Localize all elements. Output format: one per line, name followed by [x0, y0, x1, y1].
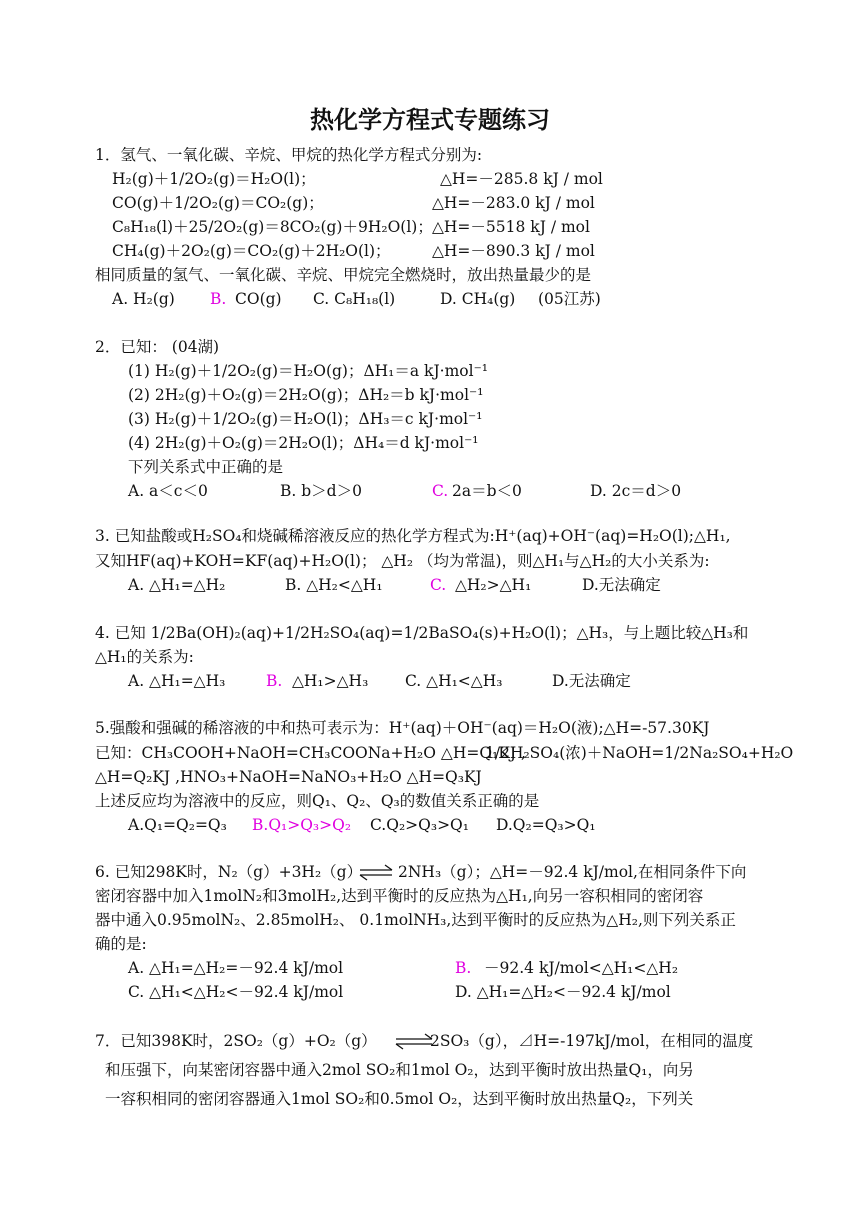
q7-line3: 一容积相同的密闭容器通入1mol SO₂和0.5mol O₂，达到平衡时放出热量Q₂，下列关	[105, 1090, 694, 1108]
q1-eq1: H₂(g)＋1/2O₂(g)＝H₂O(l)；	[112, 170, 316, 188]
q6-option-b-text: －92.4 kJ/mol<△H₁<△H₂	[484, 959, 679, 977]
q6-option-b-letter: B.	[455, 959, 472, 977]
q6-line1b: 2NH₃（g）；△H=－92.4 kJ/mol,在相同条件下向	[398, 863, 747, 881]
q1-eq2: CO(g)＋1/2O₂(g)＝CO₂(g)；	[112, 194, 324, 212]
q5-line2a: 已知：CH₃COOH+NaOH=CH₃COONa+H₂O △H=Q₁KJ ,	[95, 744, 526, 762]
q5-line3: △H=Q₂KJ ,HNO₃+NaOH=NaNO₃+H₂O △H=Q₃KJ	[95, 768, 482, 786]
q1-option-b-letter: B.	[210, 290, 227, 308]
q3-option-c-letter: C.	[430, 576, 447, 594]
q2-option-a: A. a＜c＜0	[128, 482, 208, 500]
q4-option-d: D.无法确定	[552, 672, 631, 690]
q4-option-a: A. △H₁=△H₃	[128, 672, 226, 690]
q2-stem: 2．已知： (04湖)	[95, 338, 220, 356]
q2-option-c-letter: C.	[432, 482, 449, 500]
q3-option-c-text: △H₂>△H₁	[455, 576, 532, 594]
q7-line1a: 7．已知398K时，2SO₂（g）+O₂（g）	[95, 1032, 377, 1050]
q2-eq4: (4) 2H₂(g)＋O₂(g)＝2H₂O(l)；ΔH₄＝d kJ·mol⁻¹	[128, 434, 479, 452]
q3-option-b: B. △H₂<△H₁	[285, 576, 383, 594]
q6-line2: 密闭容器中加入1molN₂和3molH₂,达到平衡时的反应热为△H₁,向另一容积相同的密闭容	[95, 887, 704, 905]
q4-option-b-text: △H₁>△H₃	[292, 672, 369, 690]
q1-option-b-text: CO(g)	[235, 290, 282, 308]
q3-option-a: A. △H₁=△H₂	[128, 576, 226, 594]
q2-option-c-text: 2a＝b＜0	[452, 482, 522, 500]
q6-line4: 确的是:	[95, 935, 147, 953]
q3-option-d: D.无法确定	[582, 576, 661, 594]
q5-line1: 5.强酸和强碱的稀溶液的中和热可表示为：H⁺(aq)＋OH⁻(aq)＝H₂O(液);△H=-57.30KJ	[95, 719, 710, 737]
q6-option-c: C. △H₁<△H₂<－92.4 kJ/mol	[128, 983, 344, 1001]
q6-line3: 器中通入0.95molN₂、2.85molH₂、 0.1molNH₃,达到平衡时的反应热为△H₂,则下列关系正	[95, 911, 736, 929]
q4-option-b-letter: B.	[266, 672, 283, 690]
q1-option-d: D. CH₄(g)	[440, 290, 516, 308]
q1-eq3: C₈H₁₈(l)＋25/2O₂(g)＝8CO₂(g)＋9H₂O(l)；	[112, 218, 433, 236]
q5-option-b: B.Q₁>Q₃>Q₂	[252, 816, 352, 834]
q6-option-a: A. △H₁=△H₂=－92.4 kJ/mol	[128, 959, 344, 977]
q1-option-c: C. C₈H₁₈(l)	[313, 290, 396, 308]
q6-line1a: 6. 已知298K时，N₂（g）+3H₂（g）	[95, 863, 363, 881]
q2-eq3: (3) H₂(g)＋1/2O₂(g)＝H₂O(l)；ΔH₃＝c kJ·mol⁻¹	[128, 410, 483, 428]
q4-line1: 4. 已知 1/2Ba(OH)₂(aq)+1/2H₂SO₄(aq)=1/2BaSO₄(s)+H₂O(l)；△H₃，与上题比较△H₃和	[95, 624, 749, 642]
q5-line2b: 1/2H₂SO₄(浓)＋NaOH=1/2Na₂SO₄+H₂O	[485, 744, 794, 762]
q5-option-a: A.Q₁=Q₂=Q₃	[128, 816, 227, 834]
q3-line1: 3. 已知盐酸或H₂SO₄和烧碱稀溶液反应的热化学方程式为:H⁺(aq)+OH⁻(aq)=H₂O(l);△H₁,	[95, 527, 731, 545]
q4-option-c: C. △H₁<△H₃	[405, 672, 503, 690]
q2-option-d: D. 2c＝d＞0	[590, 482, 682, 500]
q7-line1b: 2SO₃（g），⊿H=-197kJ/mol，在相同的温度	[430, 1032, 754, 1050]
q2-option-b: B. b＞d＞0	[280, 482, 362, 500]
q5-option-d: D.Q₂=Q₃>Q₁	[496, 816, 596, 834]
q1-source: (05江苏)	[538, 290, 601, 308]
q4-line2: △H₁的关系为:	[95, 648, 194, 666]
q1-eq2-dh: △H=－283.0 kJ / mol	[432, 194, 595, 212]
q2-question: 下列关系式中正确的是	[128, 458, 284, 476]
q1-question: 相同质量的氢气、一氧化碳、辛烷、甲烷完全燃烧时，放出热量最少的是	[95, 266, 592, 284]
q1-eq4: CH₄(g)＋2O₂(g)＝CO₂(g)＋2H₂O(l)；	[112, 242, 391, 260]
q5-line4: 上述反应均为溶液中的反应，则Q₁、Q₂、Q₃的数值关系正确的是	[95, 792, 540, 810]
q1-option-a: A. H₂(g)	[112, 290, 175, 308]
q2-eq2: (2) 2H₂(g)＋O₂(g)＝2H₂O(g)；ΔH₂＝b kJ·mol⁻¹	[128, 386, 484, 404]
q1-stem: 1．氢气、一氧化碳、辛烷、甲烷的热化学方程式分别为:	[95, 146, 483, 164]
q1-eq4-dh: △H=－890.3 kJ / mol	[432, 242, 595, 260]
q1-eq3-dh: △H=－5518 kJ / mol	[432, 218, 590, 236]
q5-option-c: C.Q₂>Q₃>Q₁	[370, 816, 469, 834]
q3-line2: 又知HF(aq)+KOH=KF(aq)+H₂O(l)； △H₂ （均为常温)，则△H₁与△H₂的大小关系为:	[95, 552, 710, 570]
q1-eq1-dh: △H=－285.8 kJ / mol	[440, 170, 603, 188]
q7-line2: 和压强下，向某密闭容器中通入2mol SO₂和1mol O₂，达到平衡时放出热量Q₁，向另	[105, 1061, 694, 1079]
q6-option-d: D. △H₁=△H₂<－92.4 kJ/mol	[455, 983, 671, 1001]
equilibrium-arrow-icon	[358, 862, 396, 882]
q2-eq1: (1) H₂(g)＋1/2O₂(g)＝H₂O(g)；ΔH₁＝a kJ·mol⁻¹	[128, 362, 488, 380]
page-title: 热化学方程式专题练习	[310, 106, 550, 134]
